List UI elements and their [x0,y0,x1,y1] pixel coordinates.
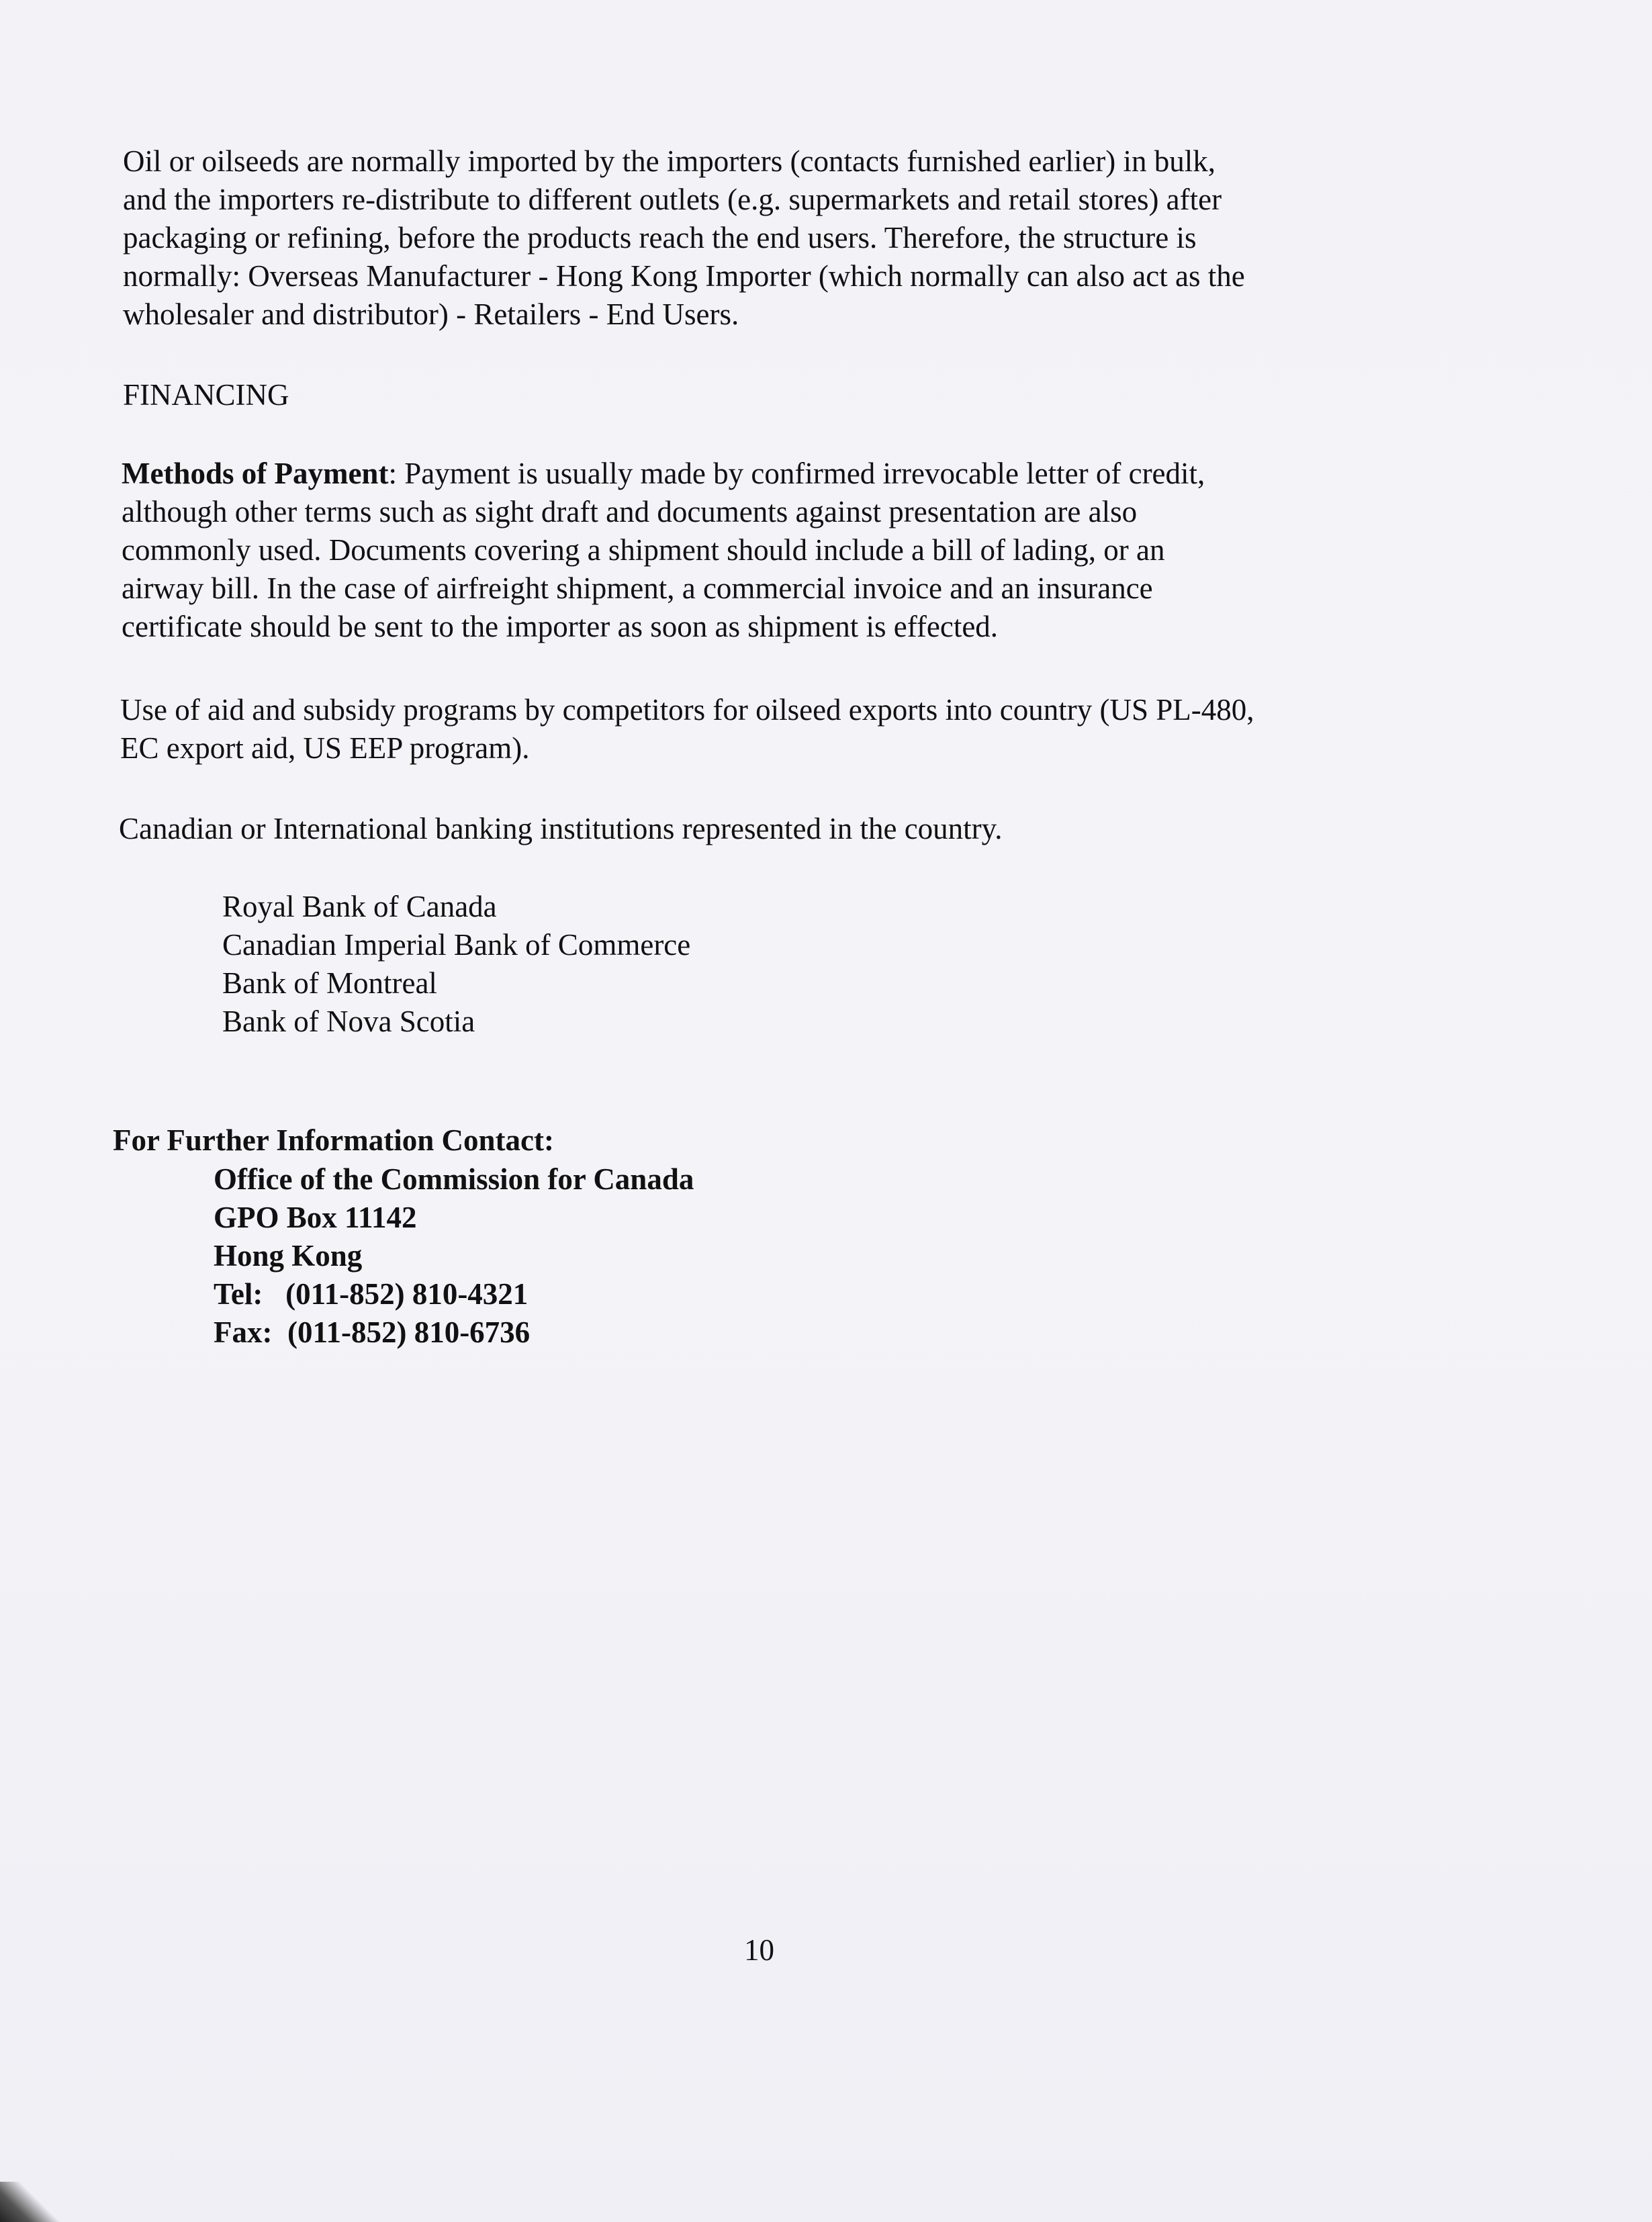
text-line: EC export aid, US EEP program). [120,731,530,765]
bank-item: Bank of Nova Scotia [222,1005,475,1038]
text-line [122,455,1205,493]
text-line: and the importers re-distribute to different outlets (e.g. supermarkets and retail stores) after [123,183,1222,216]
text-run: : Payment is usually made by confirmed irrevocable letter of credit, [388,457,1205,490]
text-line: although other terms such as sight draft and documents against presentation are also [122,495,1138,528]
bank-list [222,888,690,1041]
contact-details [214,1160,694,1352]
import-structure-paragraph [123,142,1245,334]
contact-city: Hong Kong [214,1239,363,1272]
methods-of-payment-paragraph [122,455,1205,646]
text-line: certificate should be sent to the importer as soon as shipment is effected. [122,610,999,643]
text-line: packaging or refining, before the products reach the end users. Therefore, the structure is [123,221,1197,254]
bank-item: Royal Bank of Canada [222,890,497,923]
page-edge-shadow [0,2182,60,2222]
text-line: airway bill. In the case of airfreight shipment, a commercial invoice and an insurance [122,571,1153,605]
text-line: wholesaler and distributor) - Retailers - End Users. [123,297,739,331]
financing-heading: FINANCING [123,378,289,412]
banking-intro: Canadian or International banking institutions represented in the country. [119,812,1003,845]
text-line: Oil or oilseeds are normally imported by the importers (contacts furnished earlier) in bulk, [123,144,1216,178]
text-line: Use of aid and subsidy programs by competitors for oilseed exports into country (US PL-480, [120,693,1254,727]
bank-item: Canadian Imperial Bank of Commerce [222,928,691,962]
text-line: normally: Overseas Manufacturer - Hong Kong Importer (which normally can also act as the [123,259,1245,293]
bank-item: Bank of Montreal [222,966,437,1000]
methods-of-payment-label: Methods of Payment [122,457,389,490]
contact-heading: For Further Information Contact: [113,1123,554,1157]
text-line: commonly used. Documents covering a shipment should include a bill of lading, or an [122,533,1165,567]
contact-office: Office of the Commission for Canada [214,1162,694,1196]
page-number: 10 [744,1933,774,1967]
contact-fax: Fax: (011-852) 810-6736 [214,1315,531,1349]
contact-address: GPO Box 11142 [214,1201,417,1234]
aid-subsidy-paragraph [120,691,1254,768]
contact-telephone: Tel: (011-852) 810-4321 [214,1277,529,1311]
